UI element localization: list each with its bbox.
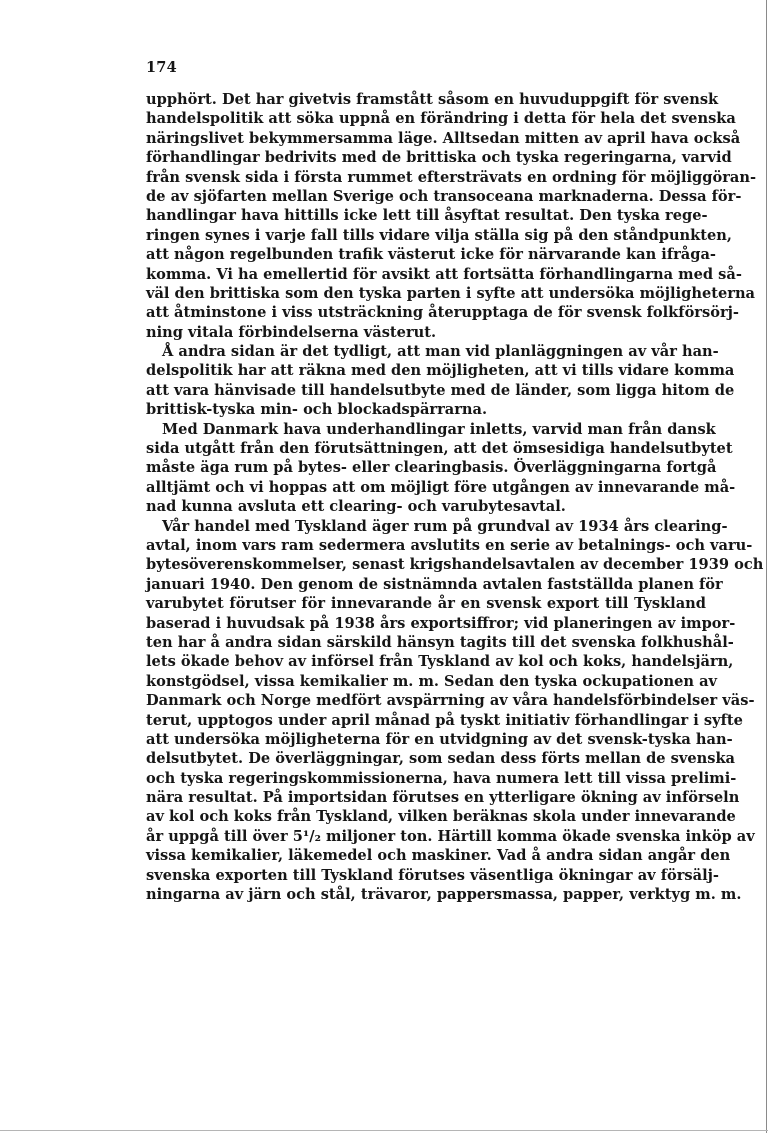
text-line: handlingar hava hittills icke lett till åsyftat resultat. Den tyska rege- [146,207,708,225]
body-text [146,90,764,904]
text-line: januari 1940. Den genom de sistnämnda avtalen fastställda planen för [146,575,723,593]
text-line: delsutbytet. De överläggningar, som sedan dess förts mellan de svenska [146,750,736,768]
text-line: komma. Vi ha emellertid för avsikt att fortsätta förhandlingarna med så- [146,265,742,283]
text-line: bytesöverenskommelser, senast krigshandelsavtalen av december 1939 och [146,556,764,574]
text-line: att någon regelbunden trafik västerut icke för närvarande kan ifråga- [146,246,716,264]
text-line: Danmark och Norge medfört avspärrning av våra handelsförbindelser väs- [146,692,755,710]
text-line: ringen synes i varje fall tills vidare vilja ställa sig på den ståndpunkten, [146,226,732,244]
text-line: förhandlingar bedrivits med de brittiska och tyska regeringarna, varvid [146,149,732,167]
text-line: näringslivet bekymmersamma läge. Alltsedan mitten av april hava också [146,129,741,147]
page-edge-right [766,0,767,1133]
text-line: Vår handel med Tyskland äger rum på grundval av 1934 års clearing- [162,517,728,535]
text-line: alltjämt och vi hoppas att om möjligt före utgången av innevarande må- [146,478,736,496]
text-line: måste äga rum på bytes- eller clearingbasis. Överläggningarna fortgå [146,459,717,477]
text-line: svenska exporten till Tyskland förutses väsentliga ökningar av försälj- [146,866,719,884]
text-line: att åtminstone i viss utsträckning återupptaga de för svensk folkförsörj- [146,304,739,322]
text-line: att undersöka möjligheterna för en utvidgning av det svensk-tyska han- [146,730,733,748]
text-line: ning vitala förbindelserna västerut. [146,323,437,341]
page-number: 174 [146,59,177,76]
text-line: brittisk-tyska min- och blockadspärrarna. [146,401,488,419]
text-line: upphört. Det har givetvis framstått såsom en huvuduppgift för svensk [146,91,719,108]
text-line: vissa kemikalier, läkemedel och maskiner. Vad å andra sidan angår den [146,847,731,865]
text-line: och tyska regeringskommissionerna, hava numera lett till vissa prelimi- [146,769,737,787]
text-line: terut, upptogos under april månad på tyskt initiativ förhandlingar i syfte [146,711,743,729]
text-line: nära resultat. På importsidan förutses en ytterligare ökning av införseln [146,789,740,807]
text-line: år uppgå till över 5¹/₂ miljoner ton. Härtill komma ökade svenska inköp av [146,827,755,845]
text-line: från svensk sida i första rummet eftersträvats en ordning för möjliggöran- [146,168,757,186]
text-line: baserad i huvudsak på 1938 års exportsiffror; vid planeringen av impor- [146,614,736,632]
text-line: att vara hänvisade till handelsutbyte med de länder, som ligga hitom de [146,381,735,399]
page-edge-bottom [0,1130,768,1131]
text-line: Å andra sidan är det tydligt, att man vid planläggningen av vår han- [162,343,719,361]
text-line: handelspolitik att söka uppnå en förändring i detta för hela det svenska [146,110,736,128]
text-line: Med Danmark hava underhandlingar inletts, varvid man från dansk [162,420,716,438]
text-line: ningarna av järn och stål, trävaror, pappersmassa, papper, verktyg m. m. [146,886,742,904]
text-line: lets ökade behov av införsel från Tyskland av kol och koks, handelsjärn, [146,653,734,671]
text-line: väl den brittiska som den tyska parten i syfte att undersöka möjligheterna [146,284,756,302]
text-line: nad kunna avsluta ett clearing- och varubytesavtal. [146,498,566,516]
text-line: konstgödsel, vissa kemikalier m. m. Sedan den tyska ockupationen av [146,672,718,690]
text-line: avtal, inom vars ram sedermera avslutits en serie av betalnings- och varu- [146,536,753,554]
text-line: sida utgått från den förutsättningen, att det ömsesidiga handelsutbytet [146,440,733,458]
text-line: de av sjöfarten mellan Sverige och transoceana marknaderna. Dessa för- [146,187,742,205]
text-line: delspolitik har att räkna med den möjligheten, att vi tills vidare komma [146,362,735,380]
text-line: ten har å andra sidan särskild hänsyn tagits till det svenska folkhushål- [146,633,734,651]
text-line: av kol och koks från Tyskland, vilken beräknas skola under innevarande [146,808,736,826]
text-line: varubytet förutser för innevarande år en svensk export till Tyskland [146,595,706,613]
